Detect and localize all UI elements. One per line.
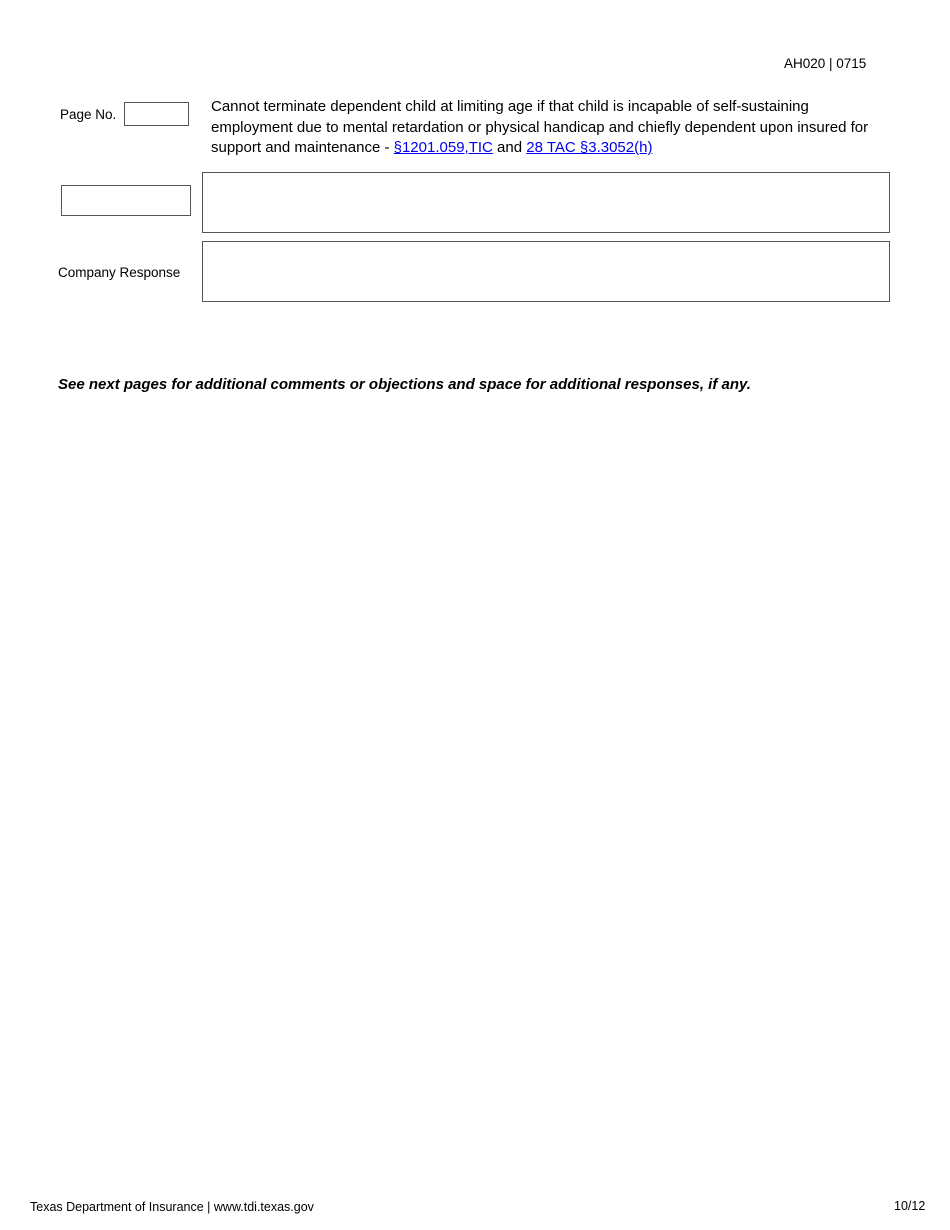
company-response-field[interactable] xyxy=(202,241,890,302)
page-no-label: Page No. xyxy=(60,107,117,122)
footer-page-number: 10/12 xyxy=(894,1199,926,1213)
comment-code-input[interactable] xyxy=(61,185,191,216)
comment-field[interactable] xyxy=(202,172,890,233)
footer-agency: Texas Department of Insurance | www.tdi.texas.gov xyxy=(30,1200,314,1214)
page-no-input[interactable] xyxy=(124,102,189,126)
requirement-body: Cannot terminate dependent child at limiting age if that child is incapable of self-sustaining employment due to mental retardation or physical handicap and chiefly dependent upon insured for support and maintenance - xyxy=(211,98,869,156)
statute-link-tic[interactable]: §1201.059,TIC xyxy=(393,139,493,156)
company-response-label: Company Response xyxy=(58,265,181,280)
additional-comments-note: See next pages for additional comments or objections and space for additional responses, if any. xyxy=(58,376,751,393)
requirement-text xyxy=(211,97,891,159)
form-code: AH020 | 0715 xyxy=(784,56,867,71)
statute-link-tac[interactable]: 28 TAC §3.3052(h) xyxy=(526,139,653,156)
requirement-connector: and xyxy=(492,139,527,156)
